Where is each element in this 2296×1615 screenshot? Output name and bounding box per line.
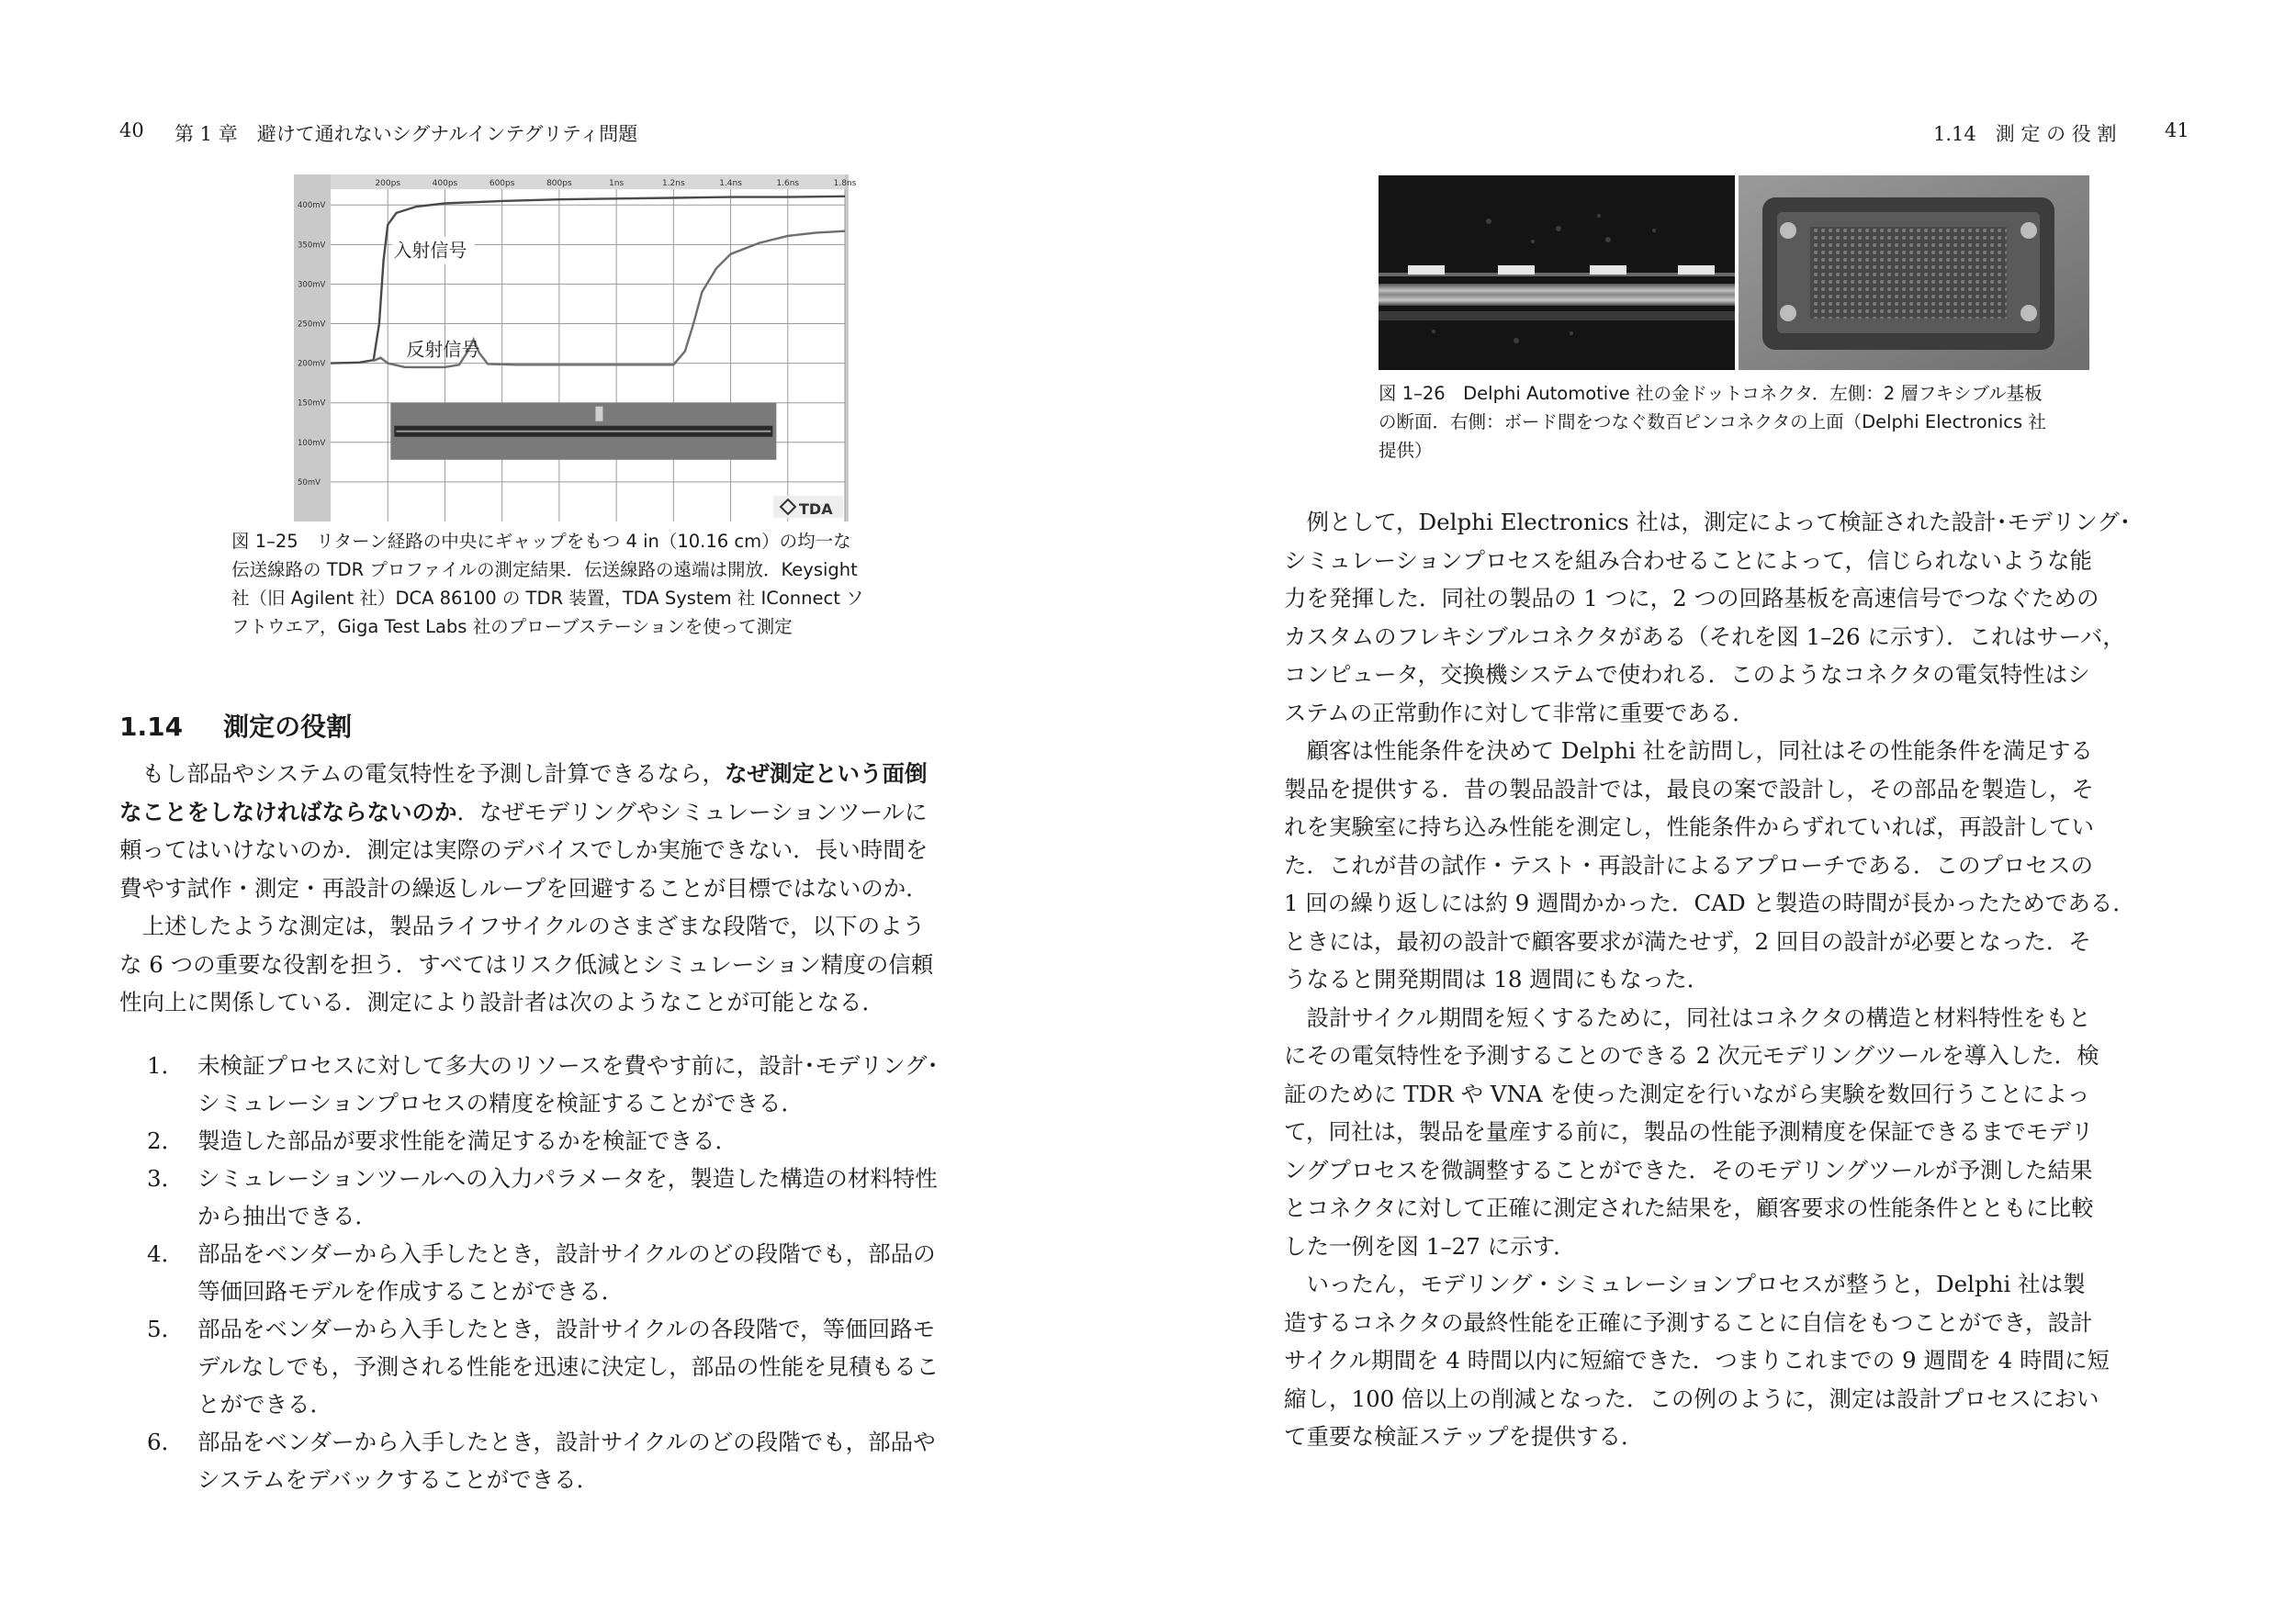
measurement-roles-list (147, 1047, 939, 1498)
list-item (147, 1235, 939, 1310)
paragraph-line: 1 回の繰り返しには約 9 週間かかった．CAD と製造の時間が長かったためである． (1284, 890, 2135, 916)
list-number: 5． (147, 1316, 185, 1342)
right-page (1148, 0, 2296, 1615)
text-run: もし部品やシステムの電気特性を予測し計算できるなら， (119, 760, 726, 787)
paragraph-line: 例として，Delphi Electronics 社は，測定によって検証された設計･モデリング･ (1284, 509, 2132, 535)
list-line: 部品をベンダーから入手したとき，設計サイクルのどの段階でも，部品の (197, 1240, 936, 1267)
paragraph-line: コンピュータ，交換機システムで使われる．このようなコネクタの電気特性はシ (1284, 661, 2090, 688)
paragraph-line: 顧客は性能条件を決めて Delphi 社を訪問し，同社はその性能条件を満足する (1284, 737, 2093, 764)
caption-line: フトウエア，Giga Test Labs 社のプローブステーションを使って測定 (231, 616, 793, 637)
list-line: シミュレーションツールへの入力パラメータを，製造した構造の材料特性 (197, 1165, 938, 1192)
y-tick-label: 300mV (298, 280, 326, 290)
paragraph-r1 (1284, 503, 2135, 1456)
paragraph-line: 力を発揮した．同社の製品の 1 つに，2 つの回路基板を高速信号でつなぐための (1284, 585, 2099, 611)
paragraph-line: いったん，モデリング・シミュレーションプロセスが整うと，Delphi 社は製 (1284, 1271, 2086, 1297)
paragraph-line: な 6 つの重要な役割を担う．すべてはリスク低減とシミュレーション精度の信頼 (119, 950, 934, 978)
paragraph-line: 頼ってはいけないのか．測定は実際のデバイスでしか実施できない．長い時間を (119, 836, 929, 863)
paragraph-line: サイクル期間を 4 時間以内に短縮できた．つまりこれまでの 9 週間を 4 時間に短 (1284, 1347, 2110, 1374)
figure-1-25-tdr-chart (294, 174, 857, 522)
reflected-signal-label: 反射信号 (406, 338, 480, 361)
paragraph-line: ときには，最初の設計で顧客要求が満たせず，2 回目の設計が必要となった．そ (1284, 927, 2091, 955)
x-tick-label: 1.4ns (719, 179, 742, 188)
paragraph-line: とコネクタに対して正確に測定された結果を，顧客要求の性能条件とともに比較 (1284, 1194, 2094, 1221)
paragraph-line: にその電気特性を予測することのできる 2 次元モデリングツールを導入した．検 (1284, 1042, 2099, 1069)
list-number: 4． (147, 1240, 185, 1267)
running-head-title-right: 1.14 測 定 の 役 割 (1933, 123, 2117, 145)
list-line: 部品をベンダーから入手したとき，設計サイクルの各段階で，等価回路モ (197, 1316, 936, 1342)
list-number: 3． (147, 1165, 185, 1192)
connector-top-view-photo (1739, 175, 2089, 370)
x-tick-label: 1.8ns (833, 179, 857, 188)
list-line: とができる． (197, 1391, 332, 1418)
paragraph-2 (119, 907, 933, 1022)
paragraph-line: 上述したような測定は，製品ライフサイクルのさまざまな段階で，以下のよう (119, 913, 926, 939)
incident-signal-label: 入射信号 (393, 239, 467, 262)
paragraph-line: 費やす試作・測定・再設計の繰返しループを回避することが目標ではないのか． (119, 874, 929, 902)
page-number-left: 40 (119, 119, 144, 141)
paragraph-1 (119, 755, 929, 907)
x-tick-label: 200ps (375, 179, 401, 188)
paragraph-line: した一例を図 1–27 に示す． (1284, 1232, 1576, 1260)
caption-line: 伝送線路の TDR プロファイルの測定結果．伝送線路の遠端は開放．Keysight (231, 559, 858, 580)
paragraph-line: て重要な検証ステップを提供する． (1284, 1423, 1644, 1450)
paragraph-line: た．これが昔の試作・テスト・再設計によるアプローチである．このプロセスの (1284, 851, 2094, 879)
paragraph-line: 証のために TDR や VNA を使った測定を行いながら実験を数回行うことによっ (1284, 1080, 2090, 1107)
x-tick-label: 400ps (432, 179, 458, 188)
paragraph-line: うなると開発期間は 18 週間にもなった． (1284, 966, 1710, 993)
paragraph-line: れを実験室に持ち込み性能を測定し，性能条件からずれていれば，再設計してい (1284, 813, 2094, 840)
paragraph-line: シミュレーションプロセスを組み合わせることによって，信じられないような能 (1284, 546, 2093, 574)
tda-logo: TDA (799, 500, 833, 518)
y-tick-label: 200mV (298, 359, 326, 369)
x-tick-label: 800ps (546, 179, 572, 188)
figure-1-25-caption (231, 527, 864, 641)
top-axis-band (331, 174, 845, 189)
list-item (147, 1122, 939, 1160)
list-line: シミュレーションプロセスの精度を検証することができる． (197, 1090, 805, 1116)
list-line: 等価回路モデルを作成することができる． (197, 1278, 625, 1305)
y-tick-label: 250mV (298, 320, 326, 330)
list-number: 2． (147, 1127, 185, 1154)
bold-text-run: なことをしなければならないのか (119, 798, 457, 825)
caption-line: 図 1–26 Delphi Automotive 社の金ドットコネクタ．左側：2 層フキシブル基板 (1379, 383, 2043, 404)
paragraph-line: ステムの正常動作に対して非常に重要である． (1284, 699, 1755, 726)
list-item (147, 1310, 939, 1423)
text-run: ．なぜモデリングやシミュレーションツールに (456, 798, 928, 825)
caption-line: の断面．右側：ボード間をつなぐ数百ピンコネクタの上面（Delphi Electronics 社 (1379, 411, 2046, 432)
list-line: 未検証プロセスに対して多大のリソースを費やす前に，設計･モデリング･ (197, 1052, 939, 1079)
page-number-right: 41 (2165, 119, 2189, 141)
caption-line: 社（旧 Agilent 社）DCA 86100 の TDR 装置，TDA System 社 IConnect ソ (231, 588, 864, 609)
list-item (147, 1160, 939, 1235)
x-tick-label: 1.2ns (661, 179, 685, 188)
bold-text-run: なぜ測定という面倒 (725, 760, 928, 787)
x-tick-label: 1ns (609, 179, 625, 188)
list-number: 1． (147, 1052, 185, 1079)
paragraph-line: 縮し，100 倍以上の削減となった．この例のように，測定は設計プロセスにおい (1284, 1385, 2099, 1412)
paragraph-line: て，同社は，製品を量産する前に，製品の性能予測精度を保証できるまでモデリ (1284, 1118, 2094, 1145)
list-item (147, 1047, 939, 1122)
x-tick-label: 1.6ns (776, 179, 800, 188)
section-title: 測定の役割 (223, 712, 353, 742)
paragraph-line: 製品を提供する．昔の製品設計では，最良の案で設計し，その部品を製造し，そ (1284, 775, 2094, 802)
caption-line: 図 1–25 リターン経路の中央にギャップをもつ 4 in（10.16 cm）の均一な (231, 531, 851, 552)
paragraph-line: 造するコネクタの最終性能を正確に予測することに自信をもつことができ，設計 (1284, 1308, 2093, 1336)
list-line: システムをデバックすることができる． (197, 1466, 600, 1493)
y-tick-label: 150mV (298, 398, 326, 409)
list-line: 部品をベンダーから入手したとき，設計サイクルのどの段階でも，部品や (197, 1429, 936, 1455)
y-tick-label: 50mV (298, 477, 321, 488)
caption-line: 提供） (1379, 440, 1433, 461)
y-tick-label: 400mV (298, 201, 326, 211)
list-number: 6． (147, 1429, 185, 1455)
x-tick-label: 600ps (489, 179, 515, 188)
gap-marker (595, 407, 602, 421)
section-number: 1.14 (119, 712, 184, 742)
running-head-title-left: 第 1 章 避けて通れないシグナルインテグリティ問題 (174, 123, 638, 145)
figure-1-26-caption (1379, 379, 2046, 465)
tdr-chart-svg (294, 174, 857, 522)
list-line: 製造した部品が要求性能を満足するかを検証できる． (197, 1127, 737, 1154)
paragraph-line: 設計サイクル期間を短くするために，同社はコネクタの構造と材料特性をもと (1284, 1004, 2091, 1031)
list-line: デルなしでも，予測される性能を迅速に決定し，部品の性能を見積もるこ (197, 1353, 940, 1380)
list-item (147, 1423, 939, 1498)
y-tick-label: 350mV (298, 241, 326, 251)
y-tick-label: 100mV (298, 438, 326, 448)
section-heading (119, 707, 352, 744)
paragraph-line: 性向上に関係している．測定により設計者は次のようなことが可能となる． (119, 989, 884, 1015)
connector-cross-section-photo (1379, 175, 1735, 370)
paragraph-line: ングプロセスを微調整することができた．そのモデリングツールが予測した結果 (1284, 1156, 2093, 1183)
paragraph-line: カスタムのフレキシブルコネクタがある（それを図 1–26 に示す）．これはサーバ， (1284, 622, 2125, 650)
list-line: から抽出できる． (197, 1203, 377, 1229)
